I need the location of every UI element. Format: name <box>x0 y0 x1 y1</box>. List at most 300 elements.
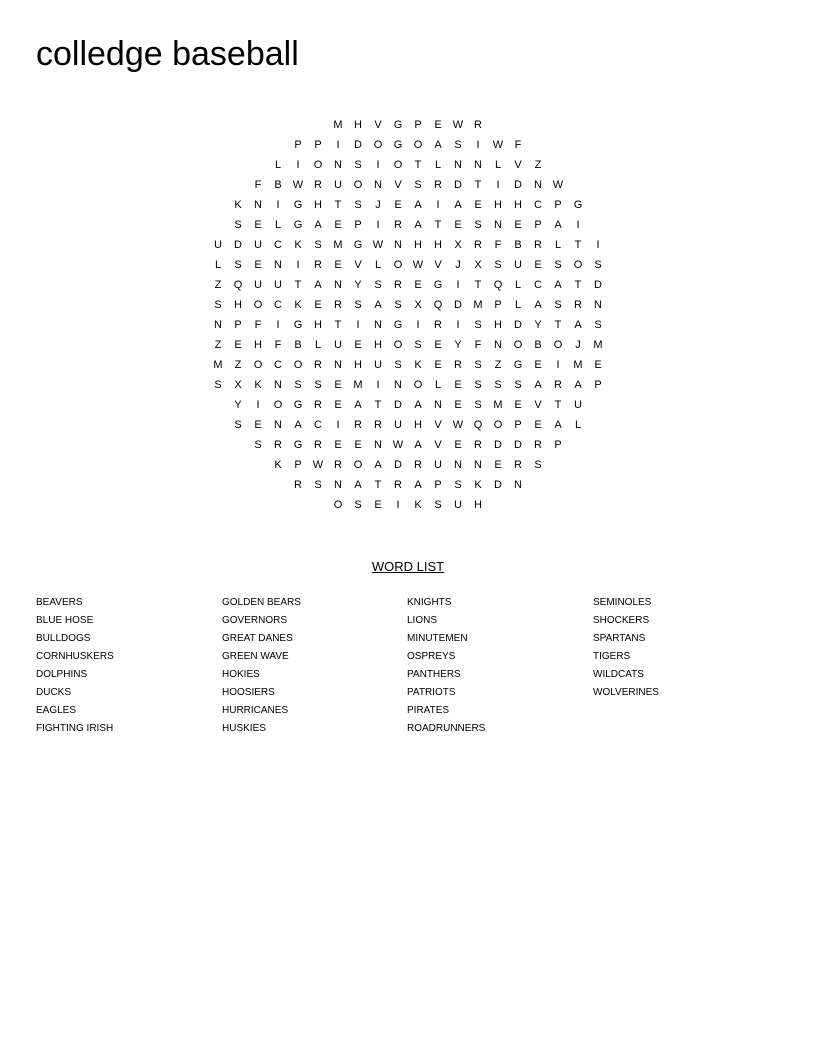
puzzle-letter: E <box>514 399 522 411</box>
puzzle-letter: R <box>334 299 342 311</box>
puzzle-letter: I <box>596 239 600 251</box>
puzzle-letter: O <box>553 339 563 351</box>
puzzle-letter: L <box>274 219 282 231</box>
puzzle-letter: M <box>473 299 483 311</box>
word-list-item: DOLPHINS <box>36 669 88 680</box>
puzzle-letter: E <box>254 419 262 431</box>
puzzle-letter: C <box>274 239 282 251</box>
puzzle-letter: S <box>494 259 502 271</box>
puzzle-letter: N <box>254 199 262 211</box>
puzzle-letter: A <box>414 439 422 451</box>
puzzle-letter: I <box>436 199 440 211</box>
puzzle-letter: U <box>434 459 442 471</box>
word-list-item: GOLDEN BEARS <box>222 597 301 608</box>
puzzle-letter: L <box>374 259 382 271</box>
puzzle-letter: R <box>314 439 322 451</box>
puzzle-letter: E <box>454 379 462 391</box>
puzzle-letter: P <box>594 379 602 391</box>
puzzle-letter: C <box>274 299 282 311</box>
puzzle-letter: R <box>394 219 402 231</box>
puzzle-letter: O <box>273 399 283 411</box>
puzzle-letter: N <box>374 439 382 451</box>
puzzle-letter: T <box>374 479 382 491</box>
puzzle-letter: O <box>353 179 363 191</box>
puzzle-letter: V <box>434 259 442 271</box>
word-list-item: GOVERNORS <box>222 615 288 626</box>
puzzle-letter: W <box>412 259 424 271</box>
puzzle-letter: E <box>314 299 322 311</box>
puzzle-letter: U <box>214 239 222 251</box>
puzzle-letter: E <box>254 219 262 231</box>
puzzle-letter: I <box>576 219 580 231</box>
puzzle-letter: W <box>312 459 324 471</box>
puzzle-letter: D <box>494 439 502 451</box>
puzzle-letter: S <box>314 479 322 491</box>
puzzle-letter: E <box>394 199 402 211</box>
puzzle-letter: S <box>474 359 482 371</box>
puzzle-letter: R <box>314 359 322 371</box>
puzzle-letter: S <box>554 259 562 271</box>
puzzle-letter: P <box>534 219 542 231</box>
puzzle-letter: N <box>534 179 542 191</box>
puzzle-letter: V <box>354 259 362 271</box>
puzzle-letter: H <box>494 319 502 331</box>
puzzle-letter: N <box>274 419 282 431</box>
puzzle-letter: R <box>474 239 482 251</box>
puzzle-letter: S <box>254 439 262 451</box>
word-list-heading: WORD LIST <box>371 559 445 574</box>
puzzle-letter: X <box>454 239 462 251</box>
puzzle-letter: S <box>394 299 402 311</box>
puzzle-letter: V <box>434 439 442 451</box>
puzzle-letter: U <box>514 259 522 271</box>
puzzle-letter: P <box>434 479 442 491</box>
puzzle-letter: S <box>234 419 242 431</box>
puzzle-letter: N <box>474 159 482 171</box>
puzzle-letter: I <box>256 399 260 411</box>
puzzle-letter: U <box>454 499 462 511</box>
puzzle-letter: D <box>594 279 602 291</box>
puzzle-letter: I <box>336 419 340 431</box>
puzzle-letter: J <box>375 199 381 211</box>
puzzle-letter: E <box>334 439 342 451</box>
puzzle-letter: F <box>254 319 262 331</box>
puzzle-letter: O <box>493 419 503 431</box>
puzzle-letter: I <box>396 499 400 511</box>
puzzle-letter: E <box>534 359 542 371</box>
word-list-item: HURRICANES <box>222 705 289 716</box>
puzzle-letter: S <box>214 299 222 311</box>
word-list-item: OSPREYS <box>407 651 456 662</box>
puzzle-letter: G <box>573 199 583 211</box>
puzzle-letter: I <box>276 319 280 331</box>
puzzle-letter: O <box>393 339 403 351</box>
puzzle-letter: N <box>374 319 382 331</box>
puzzle-letter: B <box>514 239 522 251</box>
word-list-item: HOOSIERS <box>222 687 275 698</box>
puzzle-letter: S <box>474 219 482 231</box>
puzzle-letter: S <box>374 279 382 291</box>
word-list-column-1 <box>36 594 216 738</box>
puzzle-letter: Y <box>234 399 242 411</box>
puzzle-letter: U <box>254 279 262 291</box>
puzzle-letter: S <box>394 359 402 371</box>
puzzle-letter: H <box>474 499 482 511</box>
puzzle-letter: S <box>454 479 462 491</box>
word-list-item: HUSKIES <box>222 723 266 734</box>
puzzle-letter: X <box>474 259 482 271</box>
puzzle-letter: W <box>492 139 504 151</box>
puzzle-letter: S <box>294 379 302 391</box>
puzzle-letter: W <box>372 239 384 251</box>
puzzle-letter: E <box>514 219 522 231</box>
puzzle-letter: P <box>354 219 362 231</box>
puzzle-letter: S <box>354 499 362 511</box>
puzzle-letter: C <box>274 359 282 371</box>
puzzle-letter: V <box>434 419 442 431</box>
puzzle-letter: T <box>374 399 382 411</box>
puzzle-letter: E <box>334 379 342 391</box>
puzzle-letter: N <box>274 379 282 391</box>
puzzle-letter: T <box>334 319 342 331</box>
puzzle-letter: Z <box>214 279 222 291</box>
puzzle-letter: A <box>434 139 442 151</box>
puzzle-letter: S <box>314 379 322 391</box>
puzzle-letter: D <box>514 439 522 451</box>
puzzle-letter: D <box>454 179 462 191</box>
puzzle-letter: S <box>214 379 222 391</box>
puzzle-letter: D <box>354 139 362 151</box>
puzzle-letter: O <box>573 259 583 271</box>
word-list-item: WOLVERINES <box>593 687 659 698</box>
puzzle-letter: O <box>253 299 263 311</box>
puzzle-letter: Q <box>473 419 483 431</box>
puzzle-letter: R <box>394 479 402 491</box>
puzzle-letter: R <box>474 119 482 131</box>
puzzle-letter: S <box>494 379 502 391</box>
puzzle-letter: R <box>534 239 542 251</box>
puzzle-letter: S <box>434 499 442 511</box>
puzzle-letter: A <box>574 319 582 331</box>
puzzle-letter: T <box>414 159 422 171</box>
puzzle-letter: I <box>476 139 480 151</box>
puzzle-letter: Q <box>493 279 503 291</box>
word-list-column-3 <box>407 594 587 738</box>
puzzle-letter: R <box>314 179 322 191</box>
puzzle-letter: G <box>433 279 443 291</box>
puzzle-letter: R <box>334 459 342 471</box>
puzzle-letter: H <box>414 419 422 431</box>
word-list-item: MINUTEMEN <box>407 633 468 644</box>
puzzle-letter: V <box>394 179 402 191</box>
word-list-item: BULLDOGS <box>36 633 91 644</box>
puzzle-letter: R <box>314 399 322 411</box>
puzzle-letter: J <box>455 259 461 271</box>
puzzle-letter: O <box>393 159 403 171</box>
puzzle-letter: R <box>274 439 282 451</box>
puzzle-letter: D <box>494 479 502 491</box>
puzzle-letter: N <box>394 239 402 251</box>
puzzle-letter: E <box>254 259 262 271</box>
puzzle-letter: A <box>414 479 422 491</box>
puzzle-letter: N <box>494 339 502 351</box>
puzzle-letter: R <box>434 319 442 331</box>
word-list-item: TIGERS <box>593 651 631 662</box>
puzzle-letter: O <box>413 139 423 151</box>
puzzle-letter: A <box>294 419 302 431</box>
puzzle-letter: O <box>313 159 323 171</box>
puzzle-letter: W <box>392 439 404 451</box>
puzzle-letter: O <box>373 139 383 151</box>
puzzle-letter: Q <box>233 279 243 291</box>
puzzle-letter: S <box>594 259 602 271</box>
puzzle-letter: E <box>414 279 422 291</box>
puzzle-letter: I <box>296 159 300 171</box>
puzzle-letter: I <box>336 139 340 151</box>
puzzle-letter: Z <box>494 359 502 371</box>
puzzle-letter: N <box>334 479 342 491</box>
puzzle-letter: D <box>394 399 402 411</box>
puzzle-letter: S <box>514 379 522 391</box>
puzzle-letter: E <box>334 399 342 411</box>
puzzle-letter: S <box>354 159 362 171</box>
puzzle-letter: J <box>575 339 581 351</box>
puzzle-letter: G <box>293 439 303 451</box>
puzzle-letter: W <box>292 179 304 191</box>
word-list-item: PATRIOTS <box>407 687 456 698</box>
puzzle-letter: R <box>534 439 542 451</box>
puzzle-letter: S <box>354 199 362 211</box>
puzzle-letter: I <box>356 319 360 331</box>
puzzle-letter: P <box>234 319 242 331</box>
puzzle-letter: P <box>294 139 302 151</box>
puzzle-letter: D <box>234 239 242 251</box>
puzzle-letter: G <box>393 319 403 331</box>
puzzle-letter: G <box>293 319 303 331</box>
puzzle-letter: L <box>514 279 522 291</box>
puzzle-letter: S <box>314 239 322 251</box>
word-list-item: WILDCATS <box>593 669 644 680</box>
puzzle-letter: N <box>334 279 342 291</box>
puzzle-letter: S <box>534 459 542 471</box>
puzzle-letter: Y <box>534 319 542 331</box>
word-list-item: PIRATES <box>407 705 450 716</box>
puzzle-letter: R <box>314 259 322 271</box>
puzzle-letter: H <box>414 239 422 251</box>
puzzle-letter: P <box>554 199 562 211</box>
puzzle-letter: O <box>393 259 403 271</box>
puzzle-letter: V <box>374 119 382 131</box>
puzzle-letter: L <box>214 259 222 271</box>
puzzle-letter: H <box>254 339 262 351</box>
puzzle-letter: R <box>434 179 442 191</box>
puzzle-letter: I <box>376 159 380 171</box>
puzzle-letter: D <box>454 299 462 311</box>
puzzle-letter: A <box>414 219 422 231</box>
word-list-item: DUCKS <box>36 687 72 698</box>
puzzle-letter: T <box>554 399 562 411</box>
word-list-item: SHOCKERS <box>593 615 650 626</box>
puzzle-letter: R <box>354 419 362 431</box>
puzzle-letter: A <box>354 479 362 491</box>
puzzle-letter: C <box>534 279 542 291</box>
puzzle-letter: C <box>314 419 322 431</box>
word-list-item: LIONS <box>407 615 438 626</box>
puzzle-letter: D <box>514 319 522 331</box>
puzzle-letter: N <box>334 159 342 171</box>
puzzle-letter: H <box>354 119 362 131</box>
puzzle-letter: N <box>394 379 402 391</box>
puzzle-letter: S <box>354 299 362 311</box>
puzzle-letter: O <box>293 359 303 371</box>
puzzle-letter: S <box>414 339 422 351</box>
puzzle-letter: U <box>374 359 382 371</box>
puzzle-letter: G <box>353 239 363 251</box>
puzzle-letter: K <box>274 459 282 471</box>
word-list-item: SPARTANS <box>593 633 646 644</box>
puzzle-letter: T <box>554 319 562 331</box>
puzzle-letter: W <box>452 119 464 131</box>
puzzle-letter: E <box>334 219 342 231</box>
puzzle-letter: S <box>474 399 482 411</box>
puzzle-letter: N <box>214 319 222 331</box>
puzzle-letter: S <box>414 179 422 191</box>
puzzle-letter: P <box>294 459 302 471</box>
puzzle-letter: L <box>434 159 442 171</box>
puzzle-letter: S <box>234 219 242 231</box>
puzzle-letter: M <box>333 119 343 131</box>
puzzle-letter: S <box>474 319 482 331</box>
puzzle-letter: A <box>374 459 382 471</box>
puzzle-letter: R <box>574 299 582 311</box>
puzzle-letter: K <box>294 299 302 311</box>
puzzle-letter: L <box>514 299 522 311</box>
puzzle-letter: L <box>494 159 502 171</box>
puzzle-letter: N <box>454 159 462 171</box>
puzzle-letter: G <box>393 139 403 151</box>
puzzle-letter: G <box>513 359 523 371</box>
puzzle-letter: K <box>414 359 422 371</box>
puzzle-letter: H <box>514 199 522 211</box>
puzzle-letter: X <box>234 379 242 391</box>
puzzle-letter: A <box>414 199 422 211</box>
puzzle-letter: M <box>353 379 363 391</box>
puzzle-letter: D <box>394 459 402 471</box>
puzzle-letter: I <box>416 319 420 331</box>
puzzle-letter: T <box>434 219 442 231</box>
puzzle-letter: F <box>494 239 502 251</box>
puzzle-letter: T <box>334 199 342 211</box>
word-list-item: HOKIES <box>222 669 260 680</box>
puzzle-letter: M <box>333 239 343 251</box>
puzzle-letter: O <box>513 339 523 351</box>
puzzle-letter: A <box>414 399 422 411</box>
puzzle-letter: O <box>353 459 363 471</box>
puzzle-letter: P <box>514 419 522 431</box>
word-list-column-2 <box>222 594 402 738</box>
puzzle-letter: M <box>493 399 503 411</box>
puzzle-letter: H <box>374 339 382 351</box>
puzzle-letter: E <box>594 359 602 371</box>
puzzle-letter: B <box>274 179 282 191</box>
puzzle-letter: E <box>454 399 462 411</box>
puzzle-letter: E <box>454 219 462 231</box>
puzzle-letter: S <box>234 259 242 271</box>
word-list-column-4 <box>593 594 773 702</box>
word-list-item: PANTHERS <box>407 669 461 680</box>
puzzle-letter: N <box>474 459 482 471</box>
puzzle-letter: L <box>554 239 562 251</box>
puzzle-letter: I <box>296 259 300 271</box>
word-list-item: BLUE HOSE <box>36 615 94 626</box>
puzzle-letter: M <box>593 339 603 351</box>
puzzle-letter: B <box>534 339 542 351</box>
puzzle-letter: E <box>434 119 442 131</box>
puzzle-letter: T <box>294 279 302 291</box>
puzzle-letter: K <box>414 499 422 511</box>
puzzle-letter: K <box>474 479 482 491</box>
puzzle-letter: E <box>434 339 442 351</box>
puzzle-letter: G <box>293 199 303 211</box>
puzzle-letter: K <box>294 239 302 251</box>
puzzle-letter: U <box>254 239 262 251</box>
puzzle-letter: N <box>434 399 442 411</box>
puzzle-letter: A <box>534 299 542 311</box>
puzzle-letter: F <box>254 179 262 191</box>
word-list-item: GREEN WAVE <box>222 651 289 662</box>
word-list-item: BEAVERS <box>36 597 83 608</box>
page-title: colledge baseball <box>36 35 299 73</box>
puzzle-letter: G <box>393 119 403 131</box>
puzzle-letter: I <box>456 319 460 331</box>
puzzle-letter: H <box>314 319 322 331</box>
puzzle-letter: D <box>514 179 522 191</box>
puzzle-letter: R <box>414 459 422 471</box>
puzzle-letter: O <box>253 359 263 371</box>
puzzle-letter: F <box>274 339 282 351</box>
puzzle-letter: G <box>293 399 303 411</box>
puzzle-letter: N <box>374 179 382 191</box>
puzzle-letter: U <box>334 339 342 351</box>
puzzle-letter: S <box>474 379 482 391</box>
puzzle-letter: E <box>354 339 362 351</box>
puzzle-letter: N <box>514 479 522 491</box>
puzzle-letter: W <box>552 179 564 191</box>
puzzle-letter: A <box>314 279 322 291</box>
puzzle-letter: E <box>494 459 502 471</box>
puzzle-letter: I <box>456 279 460 291</box>
puzzle-letter: I <box>556 359 560 371</box>
puzzle-letter: A <box>454 199 462 211</box>
puzzle-letter: I <box>376 379 380 391</box>
puzzle-letter: E <box>454 439 462 451</box>
word-list-item: FIGHTING IRISH <box>36 723 114 734</box>
puzzle-letter: U <box>574 399 582 411</box>
puzzle-letter: E <box>534 259 542 271</box>
puzzle-letter: M <box>573 359 583 371</box>
puzzle-letter: U <box>334 179 342 191</box>
puzzle-letter: R <box>554 379 562 391</box>
puzzle-letter: N <box>334 359 342 371</box>
puzzle-letter: R <box>454 359 462 371</box>
puzzle-letter: T <box>574 279 582 291</box>
puzzle-letter: E <box>374 499 382 511</box>
puzzle-letter: O <box>333 499 343 511</box>
puzzle-letter: H <box>234 299 242 311</box>
puzzle-letter: H <box>314 199 322 211</box>
puzzle-letter: A <box>554 419 562 431</box>
puzzle-letter: P <box>494 299 502 311</box>
